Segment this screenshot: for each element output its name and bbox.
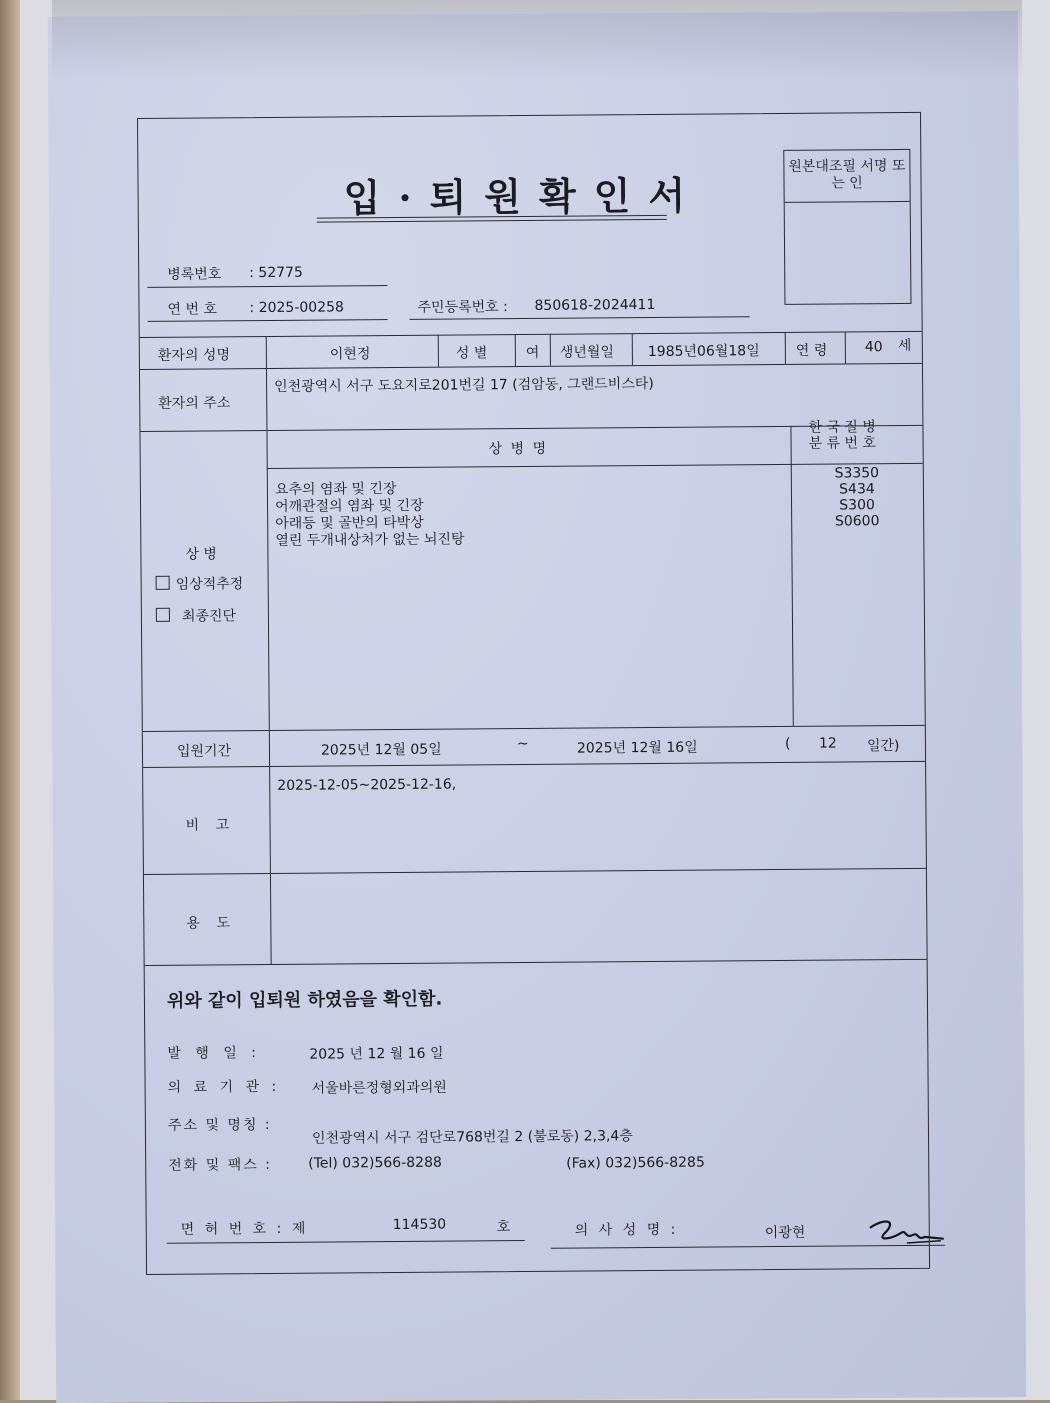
clinical-estimate-option[interactable] bbox=[156, 573, 244, 594]
tel-value: (Tel) 032)566-8288 bbox=[308, 1154, 442, 1172]
admission-period-label: 입원기간 bbox=[176, 743, 232, 760]
diagnosis-item: 요추의 염좌 및 긴장 bbox=[274, 480, 397, 498]
remarks-label: 비 고 bbox=[185, 817, 236, 834]
admission-days: 12 bbox=[818, 735, 837, 752]
purpose-label: 용 도 bbox=[186, 915, 236, 932]
issuer-address-value: 인천광역시 서구 검단로768번길 2 (불로동) 2,3,4층 bbox=[311, 1128, 633, 1147]
kcd-code-header-1: 한 국 질 병 bbox=[808, 419, 876, 436]
diagnosis-code: S0600 bbox=[834, 513, 880, 530]
final-diagnosis-label: 최종진단 bbox=[181, 608, 237, 625]
fax-value: (Fax) 032)566-8285 bbox=[566, 1154, 705, 1172]
issue-date-label: 발 행 일 : bbox=[167, 1045, 262, 1062]
final-diagnosis-option[interactable] bbox=[156, 605, 236, 626]
patient-name-label: 환자의 성명 bbox=[157, 347, 231, 364]
diagnosis-section-label: 상 병 bbox=[185, 546, 217, 563]
final-diagnosis-checkbox[interactable] bbox=[156, 608, 170, 622]
dob-value: 1985년06월18일 bbox=[647, 343, 760, 360]
admission-end: 2025년 12월 16일 bbox=[576, 739, 698, 757]
license-underline bbox=[167, 1240, 525, 1244]
age-label: 연 령 bbox=[795, 342, 828, 359]
diagnosis-code-list bbox=[807, 465, 907, 530]
serial-no-value: : 2025-00258 bbox=[249, 299, 344, 317]
sex-value: 여 bbox=[525, 344, 540, 361]
divider-age-value bbox=[845, 331, 846, 363]
top-shadow bbox=[52, 0, 1022, 80]
institution-label: 의 료 기 관 : bbox=[167, 1078, 281, 1096]
kcd-code-header-2: 분 류 번 호 bbox=[808, 435, 877, 452]
patient-name-value: 이현정 bbox=[329, 346, 371, 363]
diagnosis-code: S300 bbox=[839, 497, 875, 514]
record-no-label: 병록번호 bbox=[167, 266, 222, 283]
issuer-address-label: 주소 및 명칭 : bbox=[167, 1116, 272, 1134]
record-no-value: : 52775 bbox=[249, 264, 303, 282]
row-line-admission bbox=[143, 725, 925, 732]
doctor-name-label: 의 사 성 명 : bbox=[574, 1221, 679, 1239]
institution-value: 서울바른정형외과의원 bbox=[311, 1079, 447, 1097]
confirmation-statement: 위와 같이 입퇴원 하였음을 확인함. bbox=[166, 988, 443, 1012]
row-line-purpose bbox=[144, 868, 926, 875]
admission-open-paren: ( bbox=[784, 735, 791, 752]
phone-fax-label: 전화 및 팩스 : bbox=[168, 1156, 272, 1174]
diagnosis-item: 열린 두개내상처가 없는 뇌진탕 bbox=[275, 531, 465, 549]
doctor-signature bbox=[867, 1213, 947, 1254]
divider-code-column bbox=[790, 426, 793, 726]
row-line-name bbox=[140, 331, 922, 338]
admission-tilde: ~ bbox=[516, 735, 529, 753]
serial-no-underline bbox=[148, 319, 388, 322]
license-number: 114530 bbox=[392, 1216, 447, 1234]
diagnosis-list bbox=[275, 480, 465, 549]
rrn-underline bbox=[410, 316, 750, 320]
stamp-box-label: 원본대조필 서명 또는 인 bbox=[784, 150, 909, 203]
license-suffix: 호 bbox=[496, 1219, 511, 1236]
diagnosis-name-header: 상 병 명 bbox=[488, 440, 549, 458]
row-line-remarks bbox=[143, 761, 925, 768]
patient-address-label: 환자의 주소 bbox=[158, 395, 231, 412]
divider-sex-label bbox=[438, 335, 439, 367]
age-unit: 세 bbox=[897, 337, 912, 355]
dob-label: 생년월일 bbox=[559, 344, 615, 361]
record-no-underline bbox=[147, 285, 387, 288]
admission-days-unit: 일간) bbox=[866, 738, 900, 755]
sex-label: 성 별 bbox=[455, 345, 488, 362]
original-verification-stamp-box bbox=[783, 149, 911, 305]
divider-sex-value bbox=[515, 334, 516, 366]
divider-age-label bbox=[785, 332, 786, 364]
diagnosis-item: 어깨관절의 염좌 및 긴장 bbox=[274, 497, 424, 515]
clinical-estimate-checkbox[interactable] bbox=[156, 576, 170, 590]
diagnosis-item: 아래등 및 골반의 타박상 bbox=[275, 514, 424, 532]
row-line-address bbox=[140, 363, 922, 370]
diagnosis-code: S434 bbox=[839, 481, 875, 498]
age-value: 40 bbox=[864, 339, 883, 356]
patient-address-value: 인천광역시 서구 도요지로201번길 17 (검암동, 그랜드비스타) bbox=[274, 375, 654, 395]
divider-dob-label bbox=[550, 334, 551, 366]
doctor-name-value: 이광현 bbox=[764, 1224, 806, 1242]
document-title: 입·퇴원확인서 bbox=[343, 172, 704, 221]
rrn-value: 850618-2024411 bbox=[534, 296, 656, 314]
serial-no-label: 연 번 호 bbox=[167, 301, 218, 318]
remarks-text: 2025-12-05~2025-12-16, bbox=[277, 776, 457, 794]
rrn-label: 주민등록번호 : bbox=[417, 299, 508, 316]
diagnosis-code: S3350 bbox=[834, 465, 880, 482]
license-label: 면 허 번 호 : 제 bbox=[180, 1220, 309, 1238]
admission-discharge-certificate-form bbox=[137, 112, 930, 1275]
admission-start: 2025년 12월 05일 bbox=[320, 741, 442, 759]
row-line-diagnosis bbox=[140, 425, 922, 432]
clinical-estimate-label: 임상적추정 bbox=[175, 576, 244, 593]
issue-date-value: 2025 년 12 월 16 일 bbox=[309, 1045, 444, 1063]
row-line-issuer bbox=[145, 959, 927, 966]
divider-dob-value bbox=[632, 333, 633, 365]
